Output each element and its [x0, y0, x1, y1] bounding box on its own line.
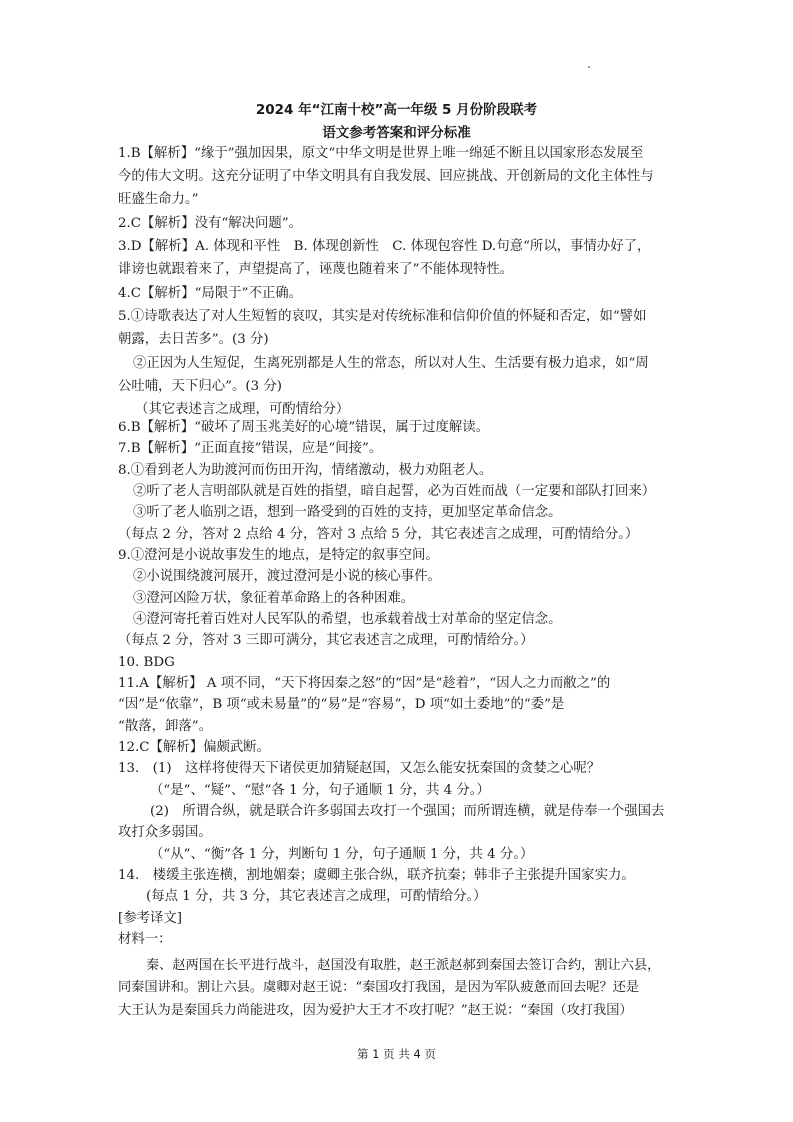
answer-line: 7.B【解析】“正面直接”错误，应是“间接”。	[118, 441, 383, 456]
answer-line: 12.C【解析】偏颇武断。	[118, 740, 271, 755]
answer-line: 公吐哺，天下归心”。(3 分)	[118, 379, 282, 394]
answer-line: ③听了老人临别之语，想到一路受到的百姓的支持，更加坚定革命信念。	[133, 505, 562, 520]
answer-line: ②小说围绕渡河展开，渡过澄河是小说的核心事件。	[133, 569, 441, 584]
answer-line: 5.①诗歌表达了对人生短暂的哀叹，其实是对传统标准和信仰价值的怀疑和否定，如“譬如	[118, 309, 647, 324]
answer-line: ②正因为人生短促，生离死别都是人生的常态，所以对人生、生活要有极力追求，如“周	[133, 356, 649, 371]
answer-line: （每点 2 分，答对 3 三即可满分，其它表述言之成理，可酌情给分。）	[118, 633, 534, 648]
answer-line: 9.①澄河是小说故事发生的地点，是特定的叙事空间。	[118, 548, 439, 563]
answer-line: 10. BDG	[118, 655, 175, 670]
answer-line: （“从”、“衡”各 1 分，判断句 1 分，句子通顺 1 分，共 4 分。）	[150, 847, 534, 862]
answer-line: 3.D【解析】A. 体现和平性 B. 体现创新性 C. 体现包容性 D.句意“所以，事情办好了，	[118, 239, 651, 254]
translation-line: 大王认为是秦国兵力尚能进攻，因为爱护大王才不攻打呢？”赵王说：“秦国（攻打我国）	[118, 1003, 633, 1018]
translation-line: 同秦国讲和。割让六县。虞卿对赵王说：“秦国攻打我国，是因为军队疲惫而回去呢？还是	[118, 980, 640, 995]
answer-line: “因”是“依靠”，B 项“或未易量”的“易”是“容易”，D 项“如土委地”的“委”是	[118, 697, 565, 712]
scan-speck	[588, 66, 590, 68]
answer-key-subtitle: 语文参考答案和评分标准	[322, 125, 471, 141]
answer-line: （其它表述言之成理，可酌情给分）	[135, 402, 350, 417]
answer-line: 13. (1) 这样将使得天下诸侯更加猜疑赵国，又怎么能安抚秦国的贪婪之心呢？	[118, 761, 601, 776]
answer-line: “散落，卸落”。	[118, 719, 213, 734]
answer-line: 旺盛生命力。”	[118, 192, 199, 207]
answer-line: ③澄河凶险万状，象征着革命路上的各种困难。	[133, 591, 415, 606]
answer-line: ②听了老人言明部队就是百姓的指望，暗自起誓，必为百姓而战（一定要和部队打回来）	[133, 484, 656, 499]
answer-line: 2.C【解析】没有“解决问题”。	[118, 216, 303, 231]
answer-line: 朝露，去日苦多”。(3 分)	[118, 332, 269, 347]
section-heading: [参考译文]	[118, 911, 183, 926]
answer-line: (2) 所谓合纵，就是联合许多弱国去攻打一个强国；而所谓连横，就是侍奉一个强国去	[150, 804, 665, 819]
answer-line: 8.①看到老人为助渡河而伤田开沟，情绪激动，极力劝阻老人。	[118, 463, 493, 478]
answer-line: （“是”、“疑”、“慰”各 1 分，句子通顺 1 分，共 4 分。）	[150, 783, 490, 798]
answer-line: 1.B【解析】“缘于”强加因果，原文“中华文明是世界上唯一绵延不断且以国家形态发展至	[118, 146, 644, 161]
answer-line: 4.C【解析】“局限于”不正确。	[118, 286, 303, 301]
answer-line: 攻打众多弱国。	[118, 825, 212, 840]
answer-line: 6.B【解析】“破坏了周玉兆美好的心境”错误，属于过度解读。	[118, 420, 490, 435]
section-heading: 材料一：	[118, 932, 172, 947]
exam-title: 2024 年“江南十校”高一年级 5 月份阶段联考	[255, 102, 538, 118]
answer-line: （每点 2 分，答对 2 点给 4 分，答对 3 点给 5 分，其它表述言之成理，可酌情给分。）	[118, 527, 639, 542]
answer-line: 14. 楼缓主张连横，割地媚秦；虞卿主张合纵，联齐抗秦；韩非子主张提升国家实力。	[118, 868, 635, 883]
answer-line: 今的伟大文明。这充分证明了中华文明具有自我发展、回应挑战、开创新局的文化主体性与	[118, 169, 654, 184]
answer-line: ④澄河寄托着百姓对人民军队的希望，也承载着战士对革命的坚定信念。	[133, 612, 562, 627]
page-footer: 第 1 页 共 4 页	[357, 1047, 436, 1061]
translation-line: 秦、赵两国在长平进行战斗，赵国没有取胜，赵王派赵郝到秦国去签订合约，割让六县，	[146, 958, 661, 973]
answer-line: (每点 1 分，共 3 分，其它表述言之成理，可酌情给分。）	[146, 889, 487, 904]
answer-line: 诽谤也就跟着来了，声望提高了，诬蔑也随着来了”不能体现特性。	[118, 262, 514, 277]
answer-line: 11.A【解析】 A 项不同，“天下将因秦之怒”的“因”是“趁着”，“因人之力而敝之”的	[118, 676, 611, 691]
